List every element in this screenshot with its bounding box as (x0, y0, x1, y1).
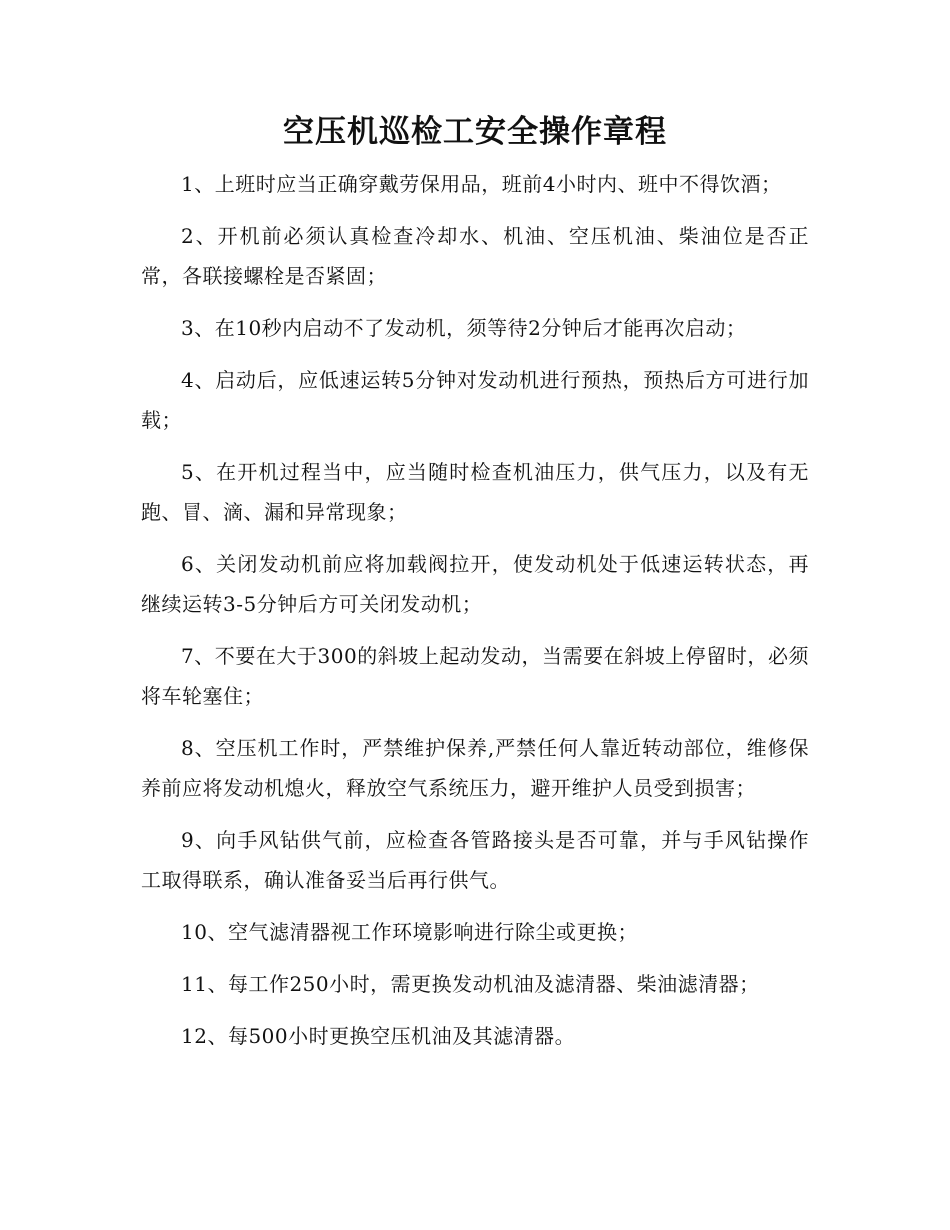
paragraph-3: 3、在10秒内启动不了发动机，须等待2分钟后才能再次启动； (181, 316, 747, 340)
paragraph-2: 2、开机前必须认真检查冷却水、机油、空压机油、柴油位是否正常，各联接螺栓是否紧固； (141, 224, 809, 288)
paragraph-5: 5、在开机过程当中，应当随时检查机油压力，供气压力，以及有无跑、冒、滴、漏和异常现象； (141, 460, 809, 524)
document-title: 空压机巡检工安全操作章程 (283, 114, 667, 150)
paragraph-12: 12、每500小时更换空压机油及其滤清器。 (181, 1024, 576, 1048)
paragraph-6: 6、关闭发动机前应将加载阀拉开，使发动机处于低速运转状态，再继续运转3-5分钟后方可关闭发动机； (141, 552, 809, 616)
paragraph-1: 1、上班时应当正确穿戴劳保用品，班前4小时内、班中不得饮酒； (181, 172, 782, 196)
paragraph-7: 7、不要在大于300的斜坡上起动发动，当需要在斜坡上停留时，必须将车轮塞住； (141, 644, 809, 708)
paragraph-4: 4、启动后，应低速运转5分钟对发动机进行预热，预热后方可进行加载； (141, 368, 809, 432)
paragraph-10: 10、空气滤清器视工作环境影响进行除尘或更换； (181, 920, 638, 944)
paragraph-11: 11、每工作250小时，需更换发动机油及滤清器、柴油滤清器； (181, 972, 760, 996)
document-body (141, 164, 809, 1068)
paragraph-9: 9、向手风钻供气前，应检查各管路接头是否可靠，并与手风钻操作工取得联系，确认准备妥当后再行供气。 (141, 828, 809, 892)
paragraph-8: 8、空压机工作时，严禁维护保养,严禁任何人靠近转动部位，维修保养前应将发动机熄火，释放空气系统压力，避开维护人员受到损害； (141, 736, 809, 800)
